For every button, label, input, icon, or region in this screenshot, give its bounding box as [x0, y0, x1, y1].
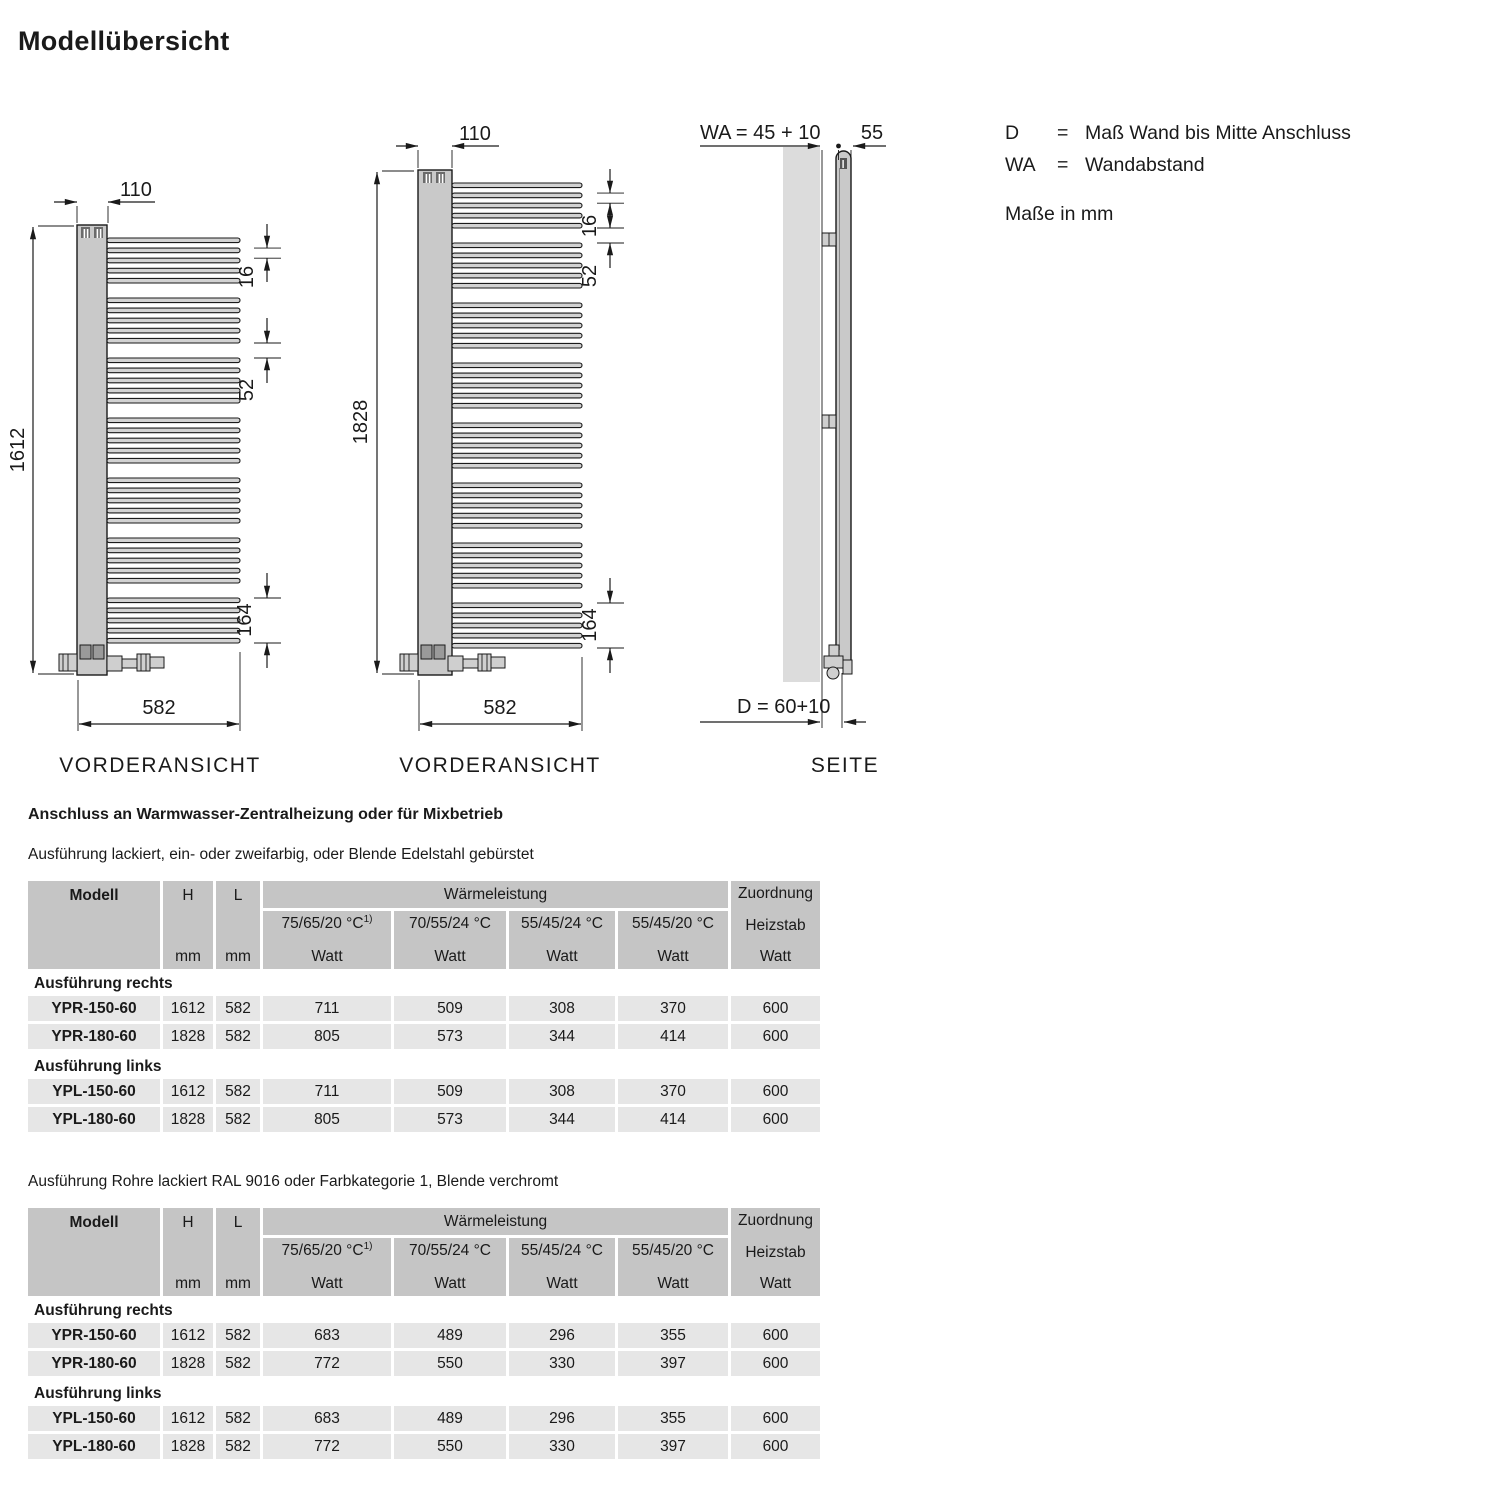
header-label: H: [182, 1214, 194, 1231]
radiator-tube: [452, 313, 582, 318]
header-cell-temp: [618, 911, 728, 969]
header-cell-temp: [394, 911, 506, 969]
radiator-tube: [452, 303, 582, 308]
radiator-collector: [77, 225, 107, 675]
cell-watt: 308: [509, 996, 615, 1021]
radiator-tube: [452, 183, 582, 188]
header-label: Zuordnung: [738, 885, 813, 902]
radiator-tube: [107, 388, 240, 393]
table-row: [28, 1351, 820, 1376]
cell-l: 582: [216, 1024, 260, 1049]
header-cell-temp: [394, 1238, 506, 1296]
header-unit: mm: [175, 948, 201, 965]
cell-l: 582: [216, 1434, 260, 1459]
legend-text: Wandabstand: [1085, 154, 1205, 176]
table-section-label: Ausführung links: [34, 1385, 162, 1402]
dim-label: 52: [236, 378, 258, 402]
radiator-tube: [452, 553, 582, 558]
radiator-tubes: [107, 238, 240, 643]
header-label: H: [182, 887, 194, 904]
radiator-tube: [107, 358, 240, 363]
dim-label: WA = 45 + 10: [700, 122, 821, 144]
radiator-tube: [452, 493, 582, 498]
spec-table-header-row: [28, 1208, 820, 1296]
spec-table-2: [28, 1208, 820, 1459]
cell-watt: 805: [263, 1107, 391, 1132]
legend-text: Maß Wand bis Mitte Anschluss: [1085, 122, 1351, 144]
radiator-tube: [107, 428, 240, 433]
radiator-tube: [107, 628, 240, 633]
dimension-bottom-group: [234, 573, 281, 668]
table-row: [28, 1323, 820, 1348]
radiator-tube: [107, 328, 240, 333]
radiator-tube: [452, 323, 582, 328]
radiator-tube: [107, 538, 240, 543]
table-row: [28, 1107, 820, 1132]
dimension-height: [350, 171, 414, 674]
page-title: Modellübersicht: [18, 26, 230, 56]
cell-watt: 414: [618, 1107, 728, 1132]
spec-table-block-2: [28, 1172, 820, 1462]
radiator-tube: [107, 488, 240, 493]
dim-label: 16: [236, 265, 258, 289]
radiator-tube: [107, 318, 240, 323]
radiator-tube: [452, 603, 582, 608]
cell-heizstab: 600: [731, 1024, 820, 1049]
cell-watt: 397: [618, 1351, 728, 1376]
unit-label: Watt: [657, 948, 689, 965]
radiator-tube: [107, 248, 240, 253]
unit-label: Watt: [311, 1275, 343, 1292]
drawing-front-view-1: [7, 179, 281, 777]
temp-label: 55/45/24 °C: [520, 1242, 604, 1259]
radiator-tube: [107, 608, 240, 613]
cell-heizstab: 600: [731, 1079, 820, 1104]
cell-h: 1828: [163, 1107, 213, 1132]
unit-label: Watt: [657, 1275, 689, 1292]
cell-model: YPL-150-60: [28, 1079, 160, 1104]
table-intro: Ausführung Rohre lackiert RAL 9016 oder Farbkategorie 1, Blende verchromt: [28, 1173, 559, 1190]
header-cell-temp: [509, 911, 615, 969]
header-label: Watt: [759, 1275, 792, 1292]
cell-watt: 772: [263, 1434, 391, 1459]
radiator-tube: [452, 403, 582, 408]
cell-watt: 414: [618, 1024, 728, 1049]
radiator-tube: [107, 638, 240, 643]
table-section-label: Ausführung links: [34, 1058, 162, 1075]
cell-watt: 330: [509, 1351, 615, 1376]
cell-model: YPL-180-60: [28, 1107, 160, 1132]
spec-table-1: [28, 881, 820, 1132]
cell-model: YPR-150-60: [28, 996, 160, 1021]
radiator-tube: [452, 433, 582, 438]
table-intro: Ausführung lackiert, ein- oder zweifarbig, oder Blende Edelstahl gebürstet: [28, 846, 534, 863]
temp-label: 55/45/24 °C: [520, 915, 604, 932]
cell-watt: 573: [394, 1107, 506, 1132]
wall-bracket: [822, 233, 836, 246]
cell-heizstab: 600: [731, 996, 820, 1021]
radiator-tube: [452, 343, 582, 348]
radiator-tube: [107, 558, 240, 563]
cell-heizstab: 600: [731, 1351, 820, 1376]
cell-watt: 550: [394, 1434, 506, 1459]
radiator-side-profile: [836, 151, 851, 668]
temp-label: 55/45/20 °C: [631, 915, 715, 932]
temp-label: 70/55/24 °C: [408, 915, 492, 932]
dimension-connection-depth: [700, 696, 866, 722]
cell-l: 582: [216, 1107, 260, 1132]
cell-l: 582: [216, 1323, 260, 1348]
drawing-caption: VORDERANSICHT: [399, 754, 601, 777]
radiator-tube: [452, 333, 582, 338]
cell-h: 1828: [163, 1351, 213, 1376]
legend-row: [1005, 122, 1351, 145]
radiator-tube: [107, 598, 240, 603]
header-cell-model: Modell: [28, 881, 160, 969]
header-label: Heizstab: [745, 1243, 806, 1261]
radiator-tube: [107, 308, 240, 313]
table-row: [28, 1434, 820, 1459]
header-power-group: [263, 1208, 728, 1296]
drawing-caption: SEITE: [810, 754, 880, 777]
units-note: Maße in mm: [1005, 203, 1114, 225]
cell-h: 1612: [163, 1406, 213, 1431]
radiator-tubes: [452, 183, 582, 648]
radiator-tube: [107, 518, 240, 523]
dim-label: 110: [459, 123, 491, 145]
cell-l: 582: [216, 1406, 260, 1431]
header-label: Watt: [759, 948, 792, 965]
cell-watt: 397: [618, 1434, 728, 1459]
section-heading: Anschluss an Warmwasser-Zentralheizung oder für Mixbetrieb: [28, 806, 504, 823]
header-unit: mm: [225, 1275, 251, 1292]
radiator-tube: [107, 478, 240, 483]
cell-watt: 683: [263, 1406, 391, 1431]
radiator-tube: [107, 438, 240, 443]
header-label: L: [233, 887, 243, 904]
drawing-front-view-2: [350, 123, 624, 777]
dim-label: 52: [579, 264, 601, 288]
radiator-tube: [452, 573, 582, 578]
dimension-width-top: [54, 179, 155, 223]
drawing-caption: VORDERANSICHT: [59, 754, 261, 777]
radiator-tube: [107, 238, 240, 243]
cell-l: 582: [216, 996, 260, 1021]
header-unit: mm: [225, 948, 251, 965]
cell-watt: 489: [394, 1323, 506, 1348]
dim-label: 1828: [350, 399, 372, 445]
cell-watt: 711: [263, 1079, 391, 1104]
cell-watt: 344: [509, 1024, 615, 1049]
radiator-tube: [452, 213, 582, 218]
unit-label: Watt: [434, 1275, 466, 1292]
cell-watt: 355: [618, 1406, 728, 1431]
table-row: [28, 1024, 820, 1049]
header-cell-temp: [618, 1238, 728, 1296]
cell-h: 1612: [163, 1323, 213, 1348]
radiator-tube: [452, 563, 582, 568]
cell-watt: 296: [509, 1323, 615, 1348]
dim-label: 110: [120, 179, 152, 201]
radiator-tube: [107, 258, 240, 263]
dimension-depth: [853, 122, 886, 146]
cell-model: YPL-150-60: [28, 1406, 160, 1431]
cell-watt: 344: [509, 1107, 615, 1132]
cell-model: YPR-180-60: [28, 1351, 160, 1376]
header-temp-cells: [263, 1238, 728, 1296]
radiator-tube: [452, 583, 582, 588]
cell-h: 1612: [163, 1079, 213, 1104]
wall-bracket: [822, 415, 836, 428]
cell-watt: 772: [263, 1351, 391, 1376]
footnote-marker: 1): [363, 913, 373, 925]
table-section-label: Ausführung rechts: [34, 975, 173, 992]
cell-model: YPR-150-60: [28, 1323, 160, 1348]
cell-model: YPL-180-60: [28, 1434, 160, 1459]
header-cell-h: [163, 1208, 213, 1296]
header-power-group: [263, 881, 728, 969]
radiator-tube: [452, 483, 582, 488]
radiator-tube: [107, 498, 240, 503]
header-cell-model: Modell: [28, 1208, 160, 1296]
spec-table-header-row: [28, 881, 820, 969]
cell-watt: 355: [618, 1323, 728, 1348]
cell-heizstab: 600: [731, 1434, 820, 1459]
radiator-tube: [452, 193, 582, 198]
wall: [783, 147, 820, 682]
radiator-tube: [452, 283, 582, 288]
radiator-tube: [452, 243, 582, 248]
radiator-tube: [452, 503, 582, 508]
header-label: L: [233, 1214, 243, 1231]
radiator-tube: [452, 643, 582, 648]
table-row: [28, 996, 820, 1021]
cell-watt: 330: [509, 1434, 615, 1459]
legend-abbr: WA: [1005, 154, 1036, 176]
dimension-height: [7, 226, 74, 674]
dimension-width-top: [396, 123, 499, 168]
cell-heizstab: 600: [731, 1323, 820, 1348]
spec-table-block-1: [28, 845, 820, 1135]
radiator-tube: [107, 268, 240, 273]
cell-watt: 550: [394, 1351, 506, 1376]
unit-label: Watt: [546, 1275, 578, 1292]
radiator-tube: [107, 568, 240, 573]
dim-label: 164: [234, 603, 256, 637]
radiator-tube: [452, 203, 582, 208]
radiator-tube: [452, 463, 582, 468]
table-row: [28, 1406, 820, 1431]
cell-watt: 683: [263, 1323, 391, 1348]
radiator-tube: [452, 443, 582, 448]
table-section-label: Ausführung rechts: [34, 1302, 173, 1319]
temp-label: 75/65/20 $^\circ C^{1)}$: [281, 913, 373, 932]
radiator-tube: [452, 513, 582, 518]
dimension-tube-pitch: [579, 169, 624, 237]
cell-watt: 805: [263, 1024, 391, 1049]
radiator-tube: [452, 453, 582, 458]
cell-watt: 370: [618, 996, 728, 1021]
cell-watt: 711: [263, 996, 391, 1021]
radiator-tube: [107, 418, 240, 423]
cell-model: YPR-180-60: [28, 1024, 160, 1049]
cell-watt: 308: [509, 1079, 615, 1104]
radiator-tube: [107, 458, 240, 463]
cell-l: 582: [216, 1079, 260, 1104]
header-temp-cells: [263, 911, 728, 969]
dimension-tube-pitch: [236, 224, 281, 288]
legend-equals: =: [1057, 122, 1069, 144]
radiator-tube: [452, 363, 582, 368]
cell-heizstab: 600: [731, 1107, 820, 1132]
cell-watt: 509: [394, 996, 506, 1021]
cell-watt: 296: [509, 1406, 615, 1431]
radiator-tube: [107, 508, 240, 513]
dim-label: 164: [579, 608, 601, 642]
radiator-tube: [107, 378, 240, 383]
radiator-tube: [452, 633, 582, 638]
radiator-tube: [452, 613, 582, 618]
legend-equals: =: [1057, 154, 1069, 176]
header-cell-heizstab: [731, 881, 820, 969]
radiator-tube: [107, 618, 240, 623]
cell-watt: 509: [394, 1079, 506, 1104]
dim-label: 582: [483, 697, 517, 719]
table-row: [28, 1079, 820, 1104]
header-cell-l: [216, 881, 260, 969]
header-cell-power: Wärmeleistung: [263, 1208, 728, 1235]
header-cell-temp: [263, 1238, 391, 1296]
radiator-tube: [452, 263, 582, 268]
dim-label: 1612: [7, 427, 29, 473]
radiator-collector: [418, 170, 452, 675]
dim-label: D = 60+10: [737, 696, 831, 718]
radiator-tube: [107, 278, 240, 283]
header-cell-power: Wärmeleistung: [263, 881, 728, 908]
legend-abbr: D: [1005, 122, 1020, 144]
radiator-tube: [452, 393, 582, 398]
cell-heizstab: 600: [731, 1406, 820, 1431]
cell-watt: 370: [618, 1079, 728, 1104]
dimension-group-gap: [236, 318, 281, 401]
dim-label: 55: [860, 122, 884, 144]
radiator-tube: [452, 523, 582, 528]
unit-label: Watt: [434, 948, 466, 965]
dim-label: 16: [579, 214, 601, 238]
radiator-tube: [452, 223, 582, 228]
header-label: Heizstab: [745, 916, 806, 934]
header-unit: mm: [175, 1275, 201, 1292]
cell-h: 1612: [163, 996, 213, 1021]
header-cell-h: [163, 881, 213, 969]
radiator-tube: [107, 368, 240, 373]
cell-watt: 573: [394, 1024, 506, 1049]
legend-row: [1005, 154, 1351, 177]
radiator-tube: [452, 543, 582, 548]
radiator-tube: [452, 373, 582, 378]
unit-label: Watt: [546, 948, 578, 965]
radiator-tube: [107, 398, 240, 403]
legend: [1005, 122, 1351, 226]
header-label: Zuordnung: [738, 1212, 813, 1229]
radiator-tube: [107, 298, 240, 303]
cell-watt: 489: [394, 1406, 506, 1431]
unit-label: Watt: [311, 948, 343, 965]
header-cell-l: [216, 1208, 260, 1296]
cell-h: 1828: [163, 1024, 213, 1049]
dim-label: 582: [142, 697, 176, 719]
dimension-wall-distance: [700, 122, 820, 146]
radiator-tube: [107, 338, 240, 343]
radiator-tube: [107, 448, 240, 453]
radiator-tube: [452, 383, 582, 388]
temp-label: 75/65/20 $^\circ C^{1)}$: [281, 1240, 373, 1259]
header-cell-temp: [509, 1238, 615, 1296]
temp-label: 70/55/24 °C: [408, 1242, 492, 1259]
footnote-marker: 1): [363, 1240, 373, 1252]
radiator-tube: [452, 423, 582, 428]
radiator-tube: [452, 273, 582, 278]
header-cell-temp: [263, 911, 391, 969]
drawing-side-view: [700, 122, 886, 777]
temp-label: 55/45/20 °C: [631, 1242, 715, 1259]
cell-l: 582: [216, 1351, 260, 1376]
dimension-bottom-group: [579, 578, 624, 673]
header-cell-heizstab: [731, 1208, 820, 1296]
radiator-tube: [107, 578, 240, 583]
cell-h: 1828: [163, 1434, 213, 1459]
radiator-tube: [107, 548, 240, 553]
radiator-tube: [452, 623, 582, 628]
radiator-tube: [452, 253, 582, 258]
